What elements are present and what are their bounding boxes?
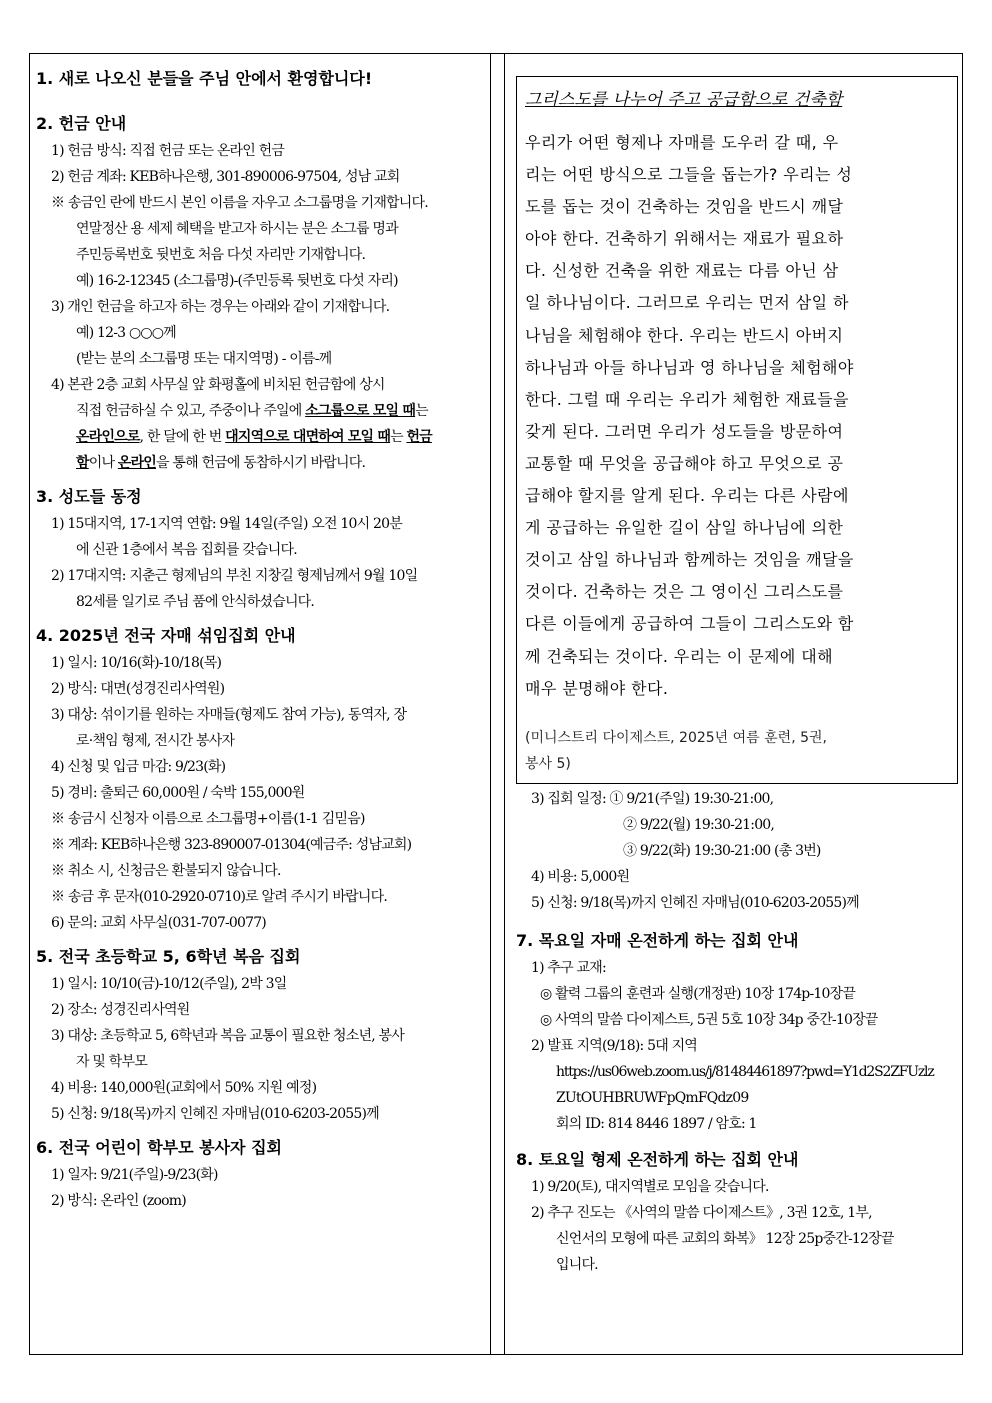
conference-line: ※ 취소 시, 신청금은 환불되지 않습니다. bbox=[51, 863, 281, 879]
devotional-line: 것이다. 건축하는 것은 그 영이신 그리스도를 bbox=[525, 582, 844, 602]
children-line: 1) 일자: 9/21(주일)-9/23(화) bbox=[51, 1167, 218, 1183]
devotional-line: 아야 한다. 건축하기 위해서는 재료가 필요하 bbox=[525, 229, 844, 249]
news-line: 1) 15대지역, 17-1지역 연합: 9월 14일(주일) 오전 10시 20분 bbox=[51, 516, 402, 532]
zoom-link[interactable]: https://us06web.zoom.us/j/81484461897?pwd=Y1d2S2ZFUzlz bbox=[556, 1063, 934, 1080]
schedule-line: 4) 비용: 5,000원 bbox=[531, 868, 630, 885]
conference-line: 2) 방식: 대면(성경진리사역원) bbox=[51, 681, 225, 697]
devotional-line: 다. 신성한 건축을 위한 재료는 다름 아닌 삼 bbox=[525, 261, 839, 281]
offering-line: 2) 헌금 계좌: KEB하나은행, 301-890006-97504, 성남 교회 bbox=[51, 169, 400, 185]
offering-line: 직접 헌금하실 수 있고, 주중이나 주일에 소그룹으로 모일 때는 bbox=[76, 403, 428, 419]
devotional-line: 일 하나님이다. 그러므로 우리는 먼저 삼일 하 bbox=[525, 293, 849, 313]
thursday-line: 1) 추구 교재: bbox=[531, 959, 606, 976]
conference-line: 4) 신청 및 입금 마감: 9/23(화) bbox=[51, 759, 226, 775]
news-line: 에 신관 1층에서 복음 집회를 갖습니다. bbox=[76, 542, 297, 558]
devotional-line: 하나님과 아들 하나님과 영 하나님을 체험해야 bbox=[525, 357, 854, 377]
left-column bbox=[30, 54, 490, 1354]
elementary-line: 1) 일시: 10/10(금)-10/12(주일), 2박 3일 bbox=[51, 976, 287, 992]
thursday-line: ◎ 활력 그룹의 훈련과 실행(개정판) 10장 174p-10장끝 bbox=[540, 985, 856, 1002]
devotional-line: 리는 어떤 방식으로 그들을 돕는가? 우리는 성 bbox=[525, 165, 853, 185]
bulletin-frame bbox=[29, 53, 963, 1355]
devotional-title: 그리스도를 나누어 주고 공급함으로 건축함 bbox=[525, 90, 843, 110]
elementary-line: 4) 비용: 140,000원(교회에서 50% 지원 예정) bbox=[51, 1080, 317, 1096]
schedule-line: ③ 9/22(화) 19:30-21:00 (총 3번) bbox=[623, 842, 821, 859]
devotional-line: 것이고 삼일 하나님과 함께하는 것임을 깨달을 bbox=[525, 550, 854, 570]
offering-line: 4) 본관 2층 교회 사무실 앞 화평홀에 비치된 헌금함에 상시 bbox=[51, 377, 385, 393]
conference-line: 3) 대상: 섞이기를 원하는 자매들(형제도 참여 가능), 동역자, 장 bbox=[51, 707, 407, 723]
elementary-line: 자 및 학부모 bbox=[76, 1054, 147, 1070]
conference-line: 로·책임 형제, 전시간 봉사자 bbox=[76, 733, 235, 749]
elementary-line: 2) 장소: 성경진리사역원 bbox=[51, 1002, 190, 1018]
column-divider-left bbox=[490, 54, 491, 1354]
schedule-line: ② 9/22(월) 19:30-21:00, bbox=[623, 816, 775, 833]
devotional-line: 나님을 체험해야 한다. 우리는 반드시 아버지 bbox=[525, 325, 844, 345]
devotional-line: 매우 분명해야 한다. bbox=[525, 678, 669, 698]
devotional-line: 갖게 된다. 그러면 우리가 성도들을 방문하여 bbox=[525, 421, 844, 441]
thursday-line: 2) 발표 지역(9/18): 5대 지역 bbox=[531, 1037, 698, 1054]
offering-line: 3) 개인 헌금을 하고자 하는 경우는 아래와 같이 기재합니다. bbox=[51, 299, 390, 315]
offering-line: 1) 헌금 방식: 직접 헌금 또는 온라인 헌금 bbox=[51, 143, 285, 159]
devotional-line: 다른 이들에게 공급하여 그들이 그리스도와 함 bbox=[525, 614, 854, 634]
news-line: 82세를 일기로 주님 품에 안식하셨습니다. bbox=[76, 594, 315, 610]
devotional-line: 게 공급하는 유일한 길이 삼일 하나님에 의한 bbox=[525, 518, 844, 538]
right-column bbox=[504, 54, 962, 1354]
section-thursday-sisters: 7. 목요일 자매 온전하게 하는 집회 안내 bbox=[516, 930, 799, 950]
offering-line: 함이나 온라인을 통해 헌금에 동참하시기 바랍니다. bbox=[76, 455, 366, 471]
offering-line: ※ 송금인 란에 반드시 본인 이름을 자우고 소그룹명을 기재합니다. bbox=[51, 195, 428, 211]
saturday-line: 입니다. bbox=[556, 1256, 598, 1273]
offering-line: 주민등록번호 뒷번호 처음 다섯 자리만 기재합니다. bbox=[76, 247, 366, 263]
devotional-line: 급해야 할지를 알게 된다. 우리는 다른 사람에 bbox=[525, 486, 849, 506]
section-offering: 2. 헌금 안내 bbox=[36, 114, 127, 133]
devotional-line: 한다. 그럴 때 우리는 우리가 체험한 재료들을 bbox=[525, 389, 849, 409]
conference-line: ※ 계좌: KEB하나은행 323-890007-01304(예금주: 성남교회) bbox=[51, 837, 412, 853]
conference-line: 6) 문의: 교회 사무실(031-707-0077) bbox=[51, 915, 266, 931]
offering-line: 온라인으로, 한 달에 한 번 대지역으로 대면하여 모일 때는 헌금 bbox=[76, 429, 432, 445]
section-saints-news: 3. 성도들 동정 bbox=[36, 487, 142, 506]
section-saturday-brothers: 8. 토요일 형제 온전하게 하는 집회 안내 bbox=[516, 1149, 799, 1169]
zoom-link-cont[interactable]: ZUtOUHBRUWFpQmFQdz09 bbox=[556, 1089, 749, 1106]
devotional-line: 께 건축되는 것이다. 우리는 이 문제에 대해 bbox=[525, 646, 833, 666]
section-welcome: 1. 새로 나오신 분들을 주님 안에서 환영합니다! bbox=[36, 69, 373, 88]
thursday-line: ◎ 사역의 말씀 다이제스트, 5권 5호 10장 34p 중간-10장끝 bbox=[540, 1011, 878, 1028]
saturday-line: 신언서의 모형에 따른 교회의 화복》 12장 25p중간-12장끝 bbox=[556, 1230, 894, 1247]
saturday-line: 1) 9/20(토), 대지역별로 모임을 갖습니다. bbox=[531, 1178, 769, 1195]
devotional-line: 도를 돕는 것이 건축하는 것임을 반드시 깨달 bbox=[525, 197, 844, 217]
devotional-line: 교통할 때 무엇을 공급해야 하고 무엇으로 공 bbox=[525, 453, 844, 473]
conference-line: ※ 송금시 신청자 이름으로 소그룹명+이름(1-1 김믿음) bbox=[51, 811, 365, 827]
offering-line: 예) 12-3 ○○○께 bbox=[76, 325, 176, 341]
meeting-id: 회의 ID: 814 8446 1897 / 암호: 1 bbox=[556, 1115, 757, 1132]
section-children-parents: 6. 전국 어린이 학부모 봉사자 집회 bbox=[36, 1138, 282, 1157]
schedule-line: 3) 집회 일정: ① 9/21(주일) 19:30-21:00, bbox=[531, 790, 774, 807]
offering-line: (받는 분의 소그룹명 또는 대지역명) - 이름-께 bbox=[76, 351, 332, 367]
conference-line: ※ 송금 후 문자(010-2920-0710)로 알려 주시기 바랍니다. bbox=[51, 889, 387, 905]
children-line: 2) 방식: 온라인 (zoom) bbox=[51, 1193, 186, 1209]
devotional-box bbox=[516, 76, 958, 784]
offering-line: 예) 16-2-12345 (소그룹명)-(주민등록 뒷번호 다섯 자리) bbox=[76, 273, 398, 289]
conference-line: 1) 일시: 10/16(화)-10/18(목) bbox=[51, 655, 222, 671]
section-sisters-conference: 4. 2025년 전국 자매 섞임집회 안내 bbox=[36, 626, 296, 645]
news-line: 2) 17대지역: 지춘근 형제님의 부친 지창길 형제님께서 9월 10일 bbox=[51, 568, 418, 584]
devotional-line: 우리가 어떤 형제나 자매를 도우러 갈 때, 우 bbox=[525, 133, 839, 152]
devotional-body bbox=[525, 127, 949, 705]
elementary-line: 3) 대상: 초등학교 5, 6학년과 복음 교통이 필요한 청소년, 봉사 bbox=[51, 1028, 404, 1044]
conference-line: 5) 경비: 출퇴근 60,000원 / 숙박 155,000원 bbox=[51, 785, 305, 801]
section-elementary-gospel: 5. 전국 초등학교 5, 6학년 복음 집회 bbox=[36, 947, 301, 966]
elementary-line: 5) 신청: 9/18(목)까지 인혜진 자매님(010-6203-2055)께 bbox=[51, 1106, 379, 1122]
saturday-line: 2) 추구 진도는 《사역의 말씀 다이제스트》, 3권 12호, 1부, bbox=[531, 1204, 872, 1221]
devotional-source: (미니스트리 다이제스트, 2025년 여름 훈련, 5권, 봉사 5) bbox=[525, 729, 827, 772]
schedule-line: 5) 신청: 9/18(목)까지 인혜진 자매님(010-6203-2055)께 bbox=[531, 894, 859, 911]
offering-line: 연말정산 용 세제 혜택을 받고자 하시는 분은 소그룹 명과 bbox=[76, 221, 398, 237]
